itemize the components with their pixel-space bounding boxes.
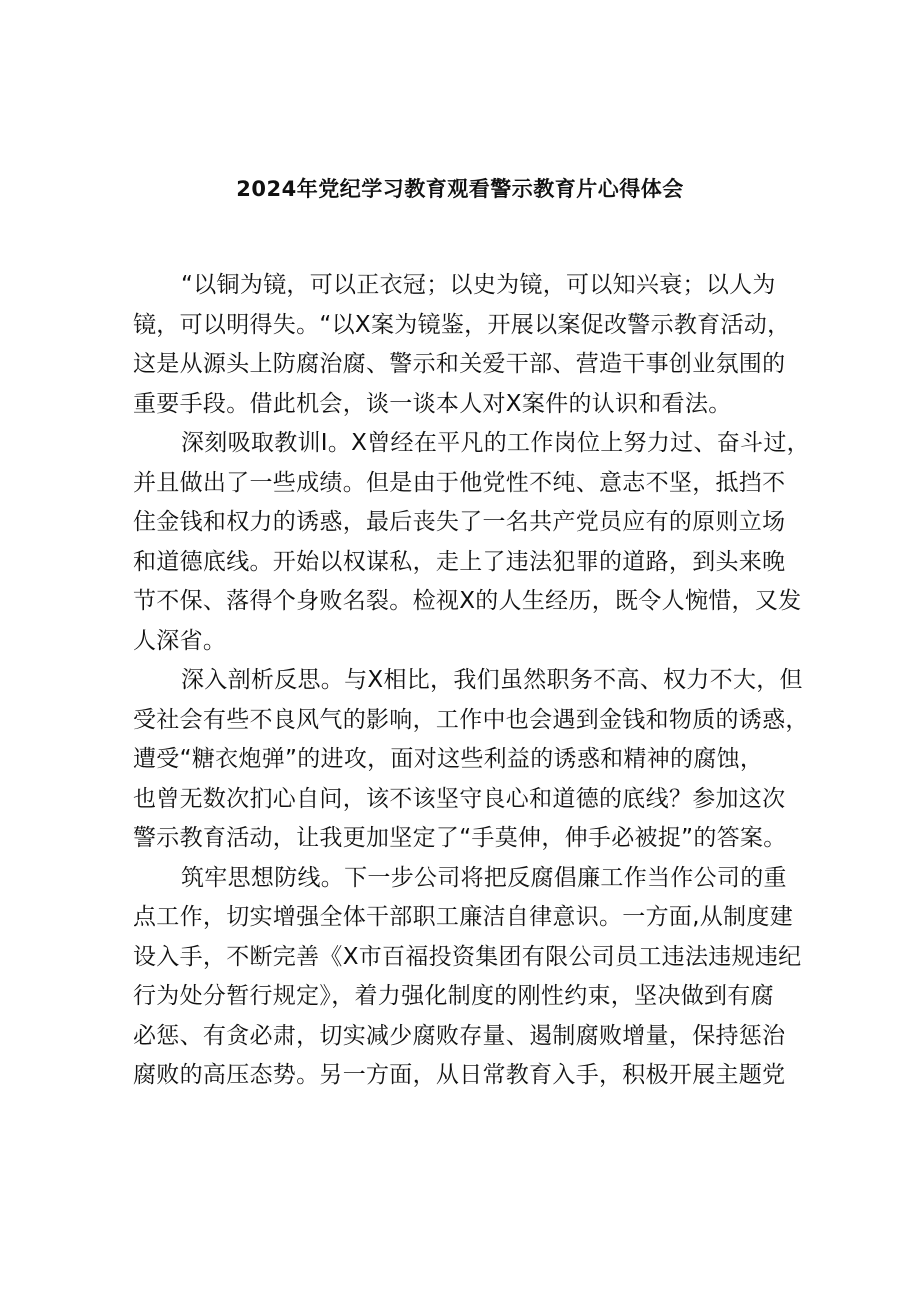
body-line-17: 点工作，切实增强全体干部职工廉洁自律意识。一方面,从制度建: [133, 904, 794, 930]
body-line-9: 节不保、落得个身败名裂。检视X的人生经历，既令人惋惜，又发: [133, 588, 802, 614]
body-line-18: 设入手，不断完善《X市百福投资集团有限公司员工违法违规违纪: [133, 943, 802, 970]
body-line-12: 受社会有些不良风气的影响，工作中也会遇到金钱和物质的诱惑，: [133, 706, 809, 733]
body-line-2: 镜，可以明得失。“以X案为镜鉴，开展以案促改警示教育活动，: [133, 311, 791, 338]
body-line-1: “以铜为镜，可以正衣冠；以史为镜，可以知兴衰；以人为: [181, 272, 776, 298]
body-line-8: 和道德底线。开始以权谋私，走上了违法犯罪的道路，到头来晚: [133, 548, 786, 575]
body-line-15: 警示教育活动，让我更加坚定了“手莫伸，伸手必被捉”的答案。: [133, 825, 787, 851]
body-line-4: 重要手段。借此机会，谈一谈本人对X案件的认识和看法。: [133, 390, 732, 417]
body-line-19: 行为处分暂行规定》，着力强化制度的刚性约束，坚决做到有腐: [133, 983, 774, 1009]
document-title: 2024年党纪学习教育观看警示教育片心得体会: [236, 177, 684, 201]
body-line-16: 筑牢思想防线。下一步公司将把反腐倡廉工作当作公司的重: [181, 864, 787, 891]
body-line-10: 人深省。: [133, 627, 227, 654]
body-line-5: 深刻吸取教训I。X曾经在平凡的工作岗位上努力过、奋斗过，: [181, 430, 810, 456]
body-line-7: 住金钱和权力的诱惑，最后丧失了一名共产党员应有的原则立场: [133, 509, 786, 535]
document-body: [133, 266, 813, 1096]
body-line-11: 深入剖析反思。与X相比，我们虽然职务不高、权力不大，但: [181, 667, 803, 693]
body-line-3: 这是从源头上防腐治腐、警示和关爱干部、营造干事创业氛围的: [133, 351, 786, 377]
body-line-14: 也曾无数次扪心自问，该不该坚守良心和道德的底线？参加这次: [133, 785, 786, 812]
body-line-6: 并且做出了一些成绩。但是由于他党性不纯、意志不坚，抵挡不: [133, 469, 786, 496]
body-line-13: 遭受“糖衣炮弹”的进攻，面对这些利益的诱惑和精神的腐蚀，: [133, 746, 764, 772]
body-line-21: 腐败的高压态势。另一方面，从日常教育入手，积极开展主题党: [133, 1062, 786, 1088]
body-line-20: 必惩、有贪必肃，切实减少腐败存量、遏制腐败增量，保持惩治: [133, 1022, 786, 1049]
